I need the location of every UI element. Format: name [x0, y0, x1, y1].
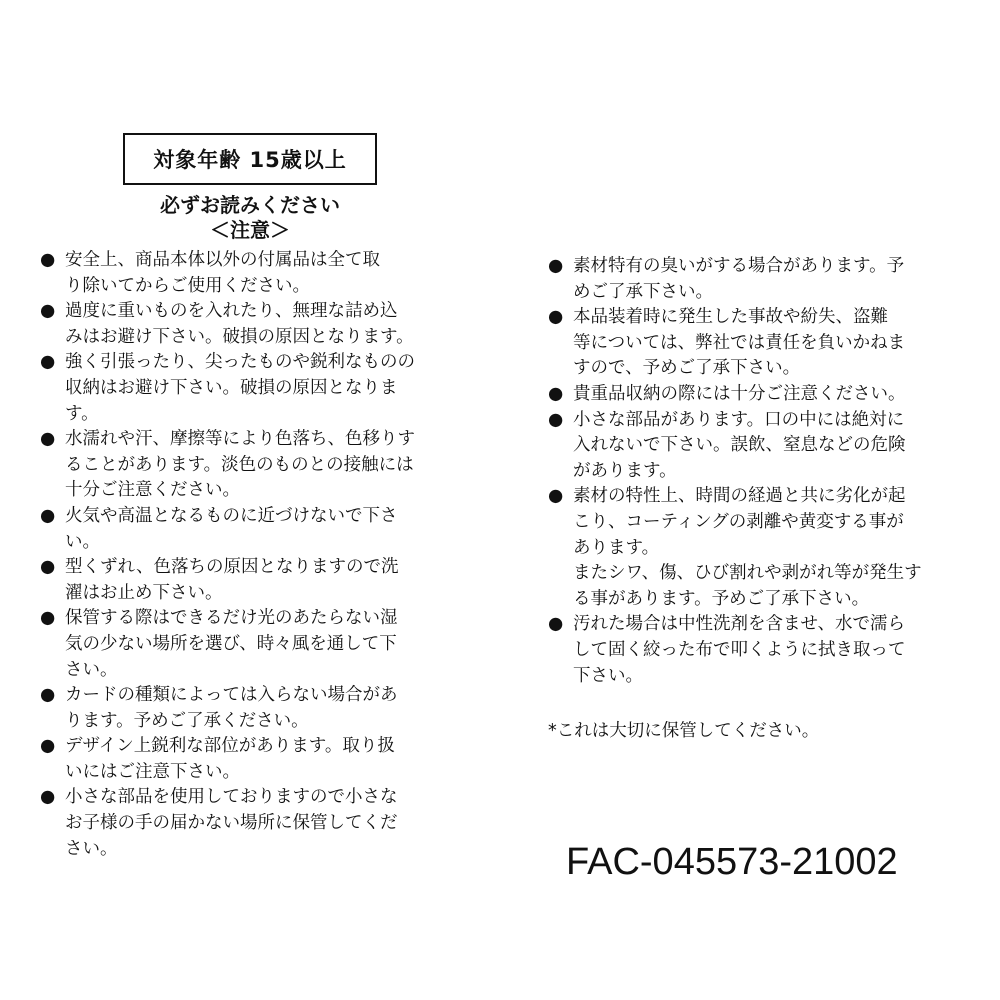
- caution-item: [40, 606, 474, 683]
- caution-item-line: さい。: [65, 838, 118, 859]
- caution-item-line: カードの種類によっては入らない場合があ: [65, 685, 398, 706]
- caution-item-line: 水濡れや汗、摩擦等により色落ち、色移りす: [65, 429, 415, 450]
- bullet-icon: ●: [40, 429, 56, 450]
- caution-item: [40, 785, 474, 862]
- caution-item: [548, 382, 972, 408]
- caution-item-line: 型くずれ、色落ちの原因となりますので洗: [65, 557, 399, 578]
- caution-item: [40, 248, 474, 299]
- caution-item-line: 火気や高温となるものに近づけないで下さ: [65, 505, 398, 526]
- caution-item-line: 十分ご注意ください。: [65, 480, 240, 501]
- bullet-icon: ●: [40, 685, 56, 706]
- footnote: *これは大切に保管してください。: [548, 721, 820, 741]
- caution-item-line: またシワ、傷、ひび割れや剥がれ等が発生す: [573, 563, 922, 584]
- bullet-icon: ●: [40, 505, 56, 526]
- caution-item-line: 素材特有の臭いがする場合があります。予: [573, 256, 905, 276]
- caution-item-line: 安全上、商品本体以外の付属品は全て取: [65, 250, 380, 270]
- caution-item-line: す。: [65, 403, 99, 424]
- bullet-icon: ●: [40, 250, 56, 270]
- bullet-icon: ●: [548, 409, 564, 430]
- caution-item: [548, 612, 972, 689]
- caution-item-line: 濯はお止め下さい。: [65, 582, 223, 603]
- bullet-icon: ●: [40, 557, 56, 578]
- caution-item: [548, 305, 972, 382]
- caution-item-line: る事があります。予めご了承下さい。: [573, 588, 870, 609]
- caution-item-line: い。: [65, 531, 100, 552]
- caution-item: [40, 555, 474, 606]
- bullet-icon: ●: [548, 486, 564, 507]
- caution-item-line: 貴重品収納の際には十分ご注意ください。: [573, 383, 906, 404]
- caution-item: [40, 427, 474, 504]
- caution-item-line: こり、コーティングの剥離や黄変する事が: [573, 511, 904, 532]
- caution-item-line: 小さな部品があります。口の中には絶対に: [573, 409, 905, 430]
- caution-item-line: すので、予めご了承下さい。: [573, 358, 801, 379]
- caution-item: [40, 504, 474, 555]
- caution-item: [40, 683, 474, 734]
- bullet-icon: ●: [40, 301, 56, 322]
- caution-item-line: デザイン上鋭利な部位があります。取り扱: [65, 736, 395, 757]
- caution-item-line: ることがあります。淡色のものとの接触には: [65, 454, 414, 475]
- age-rating-box: [123, 133, 377, 185]
- bullet-icon: ●: [40, 608, 56, 629]
- caution-item-line: があります。: [573, 460, 677, 481]
- caution-item-line: 等については、弊社では責任を負いかねま: [573, 332, 906, 353]
- caution-item-line: 下さい。: [573, 665, 643, 686]
- bullet-icon: ●: [548, 307, 564, 328]
- caution-list-left: [40, 248, 474, 862]
- caution-item: [40, 299, 474, 350]
- caution-item-line: さい。: [65, 659, 118, 680]
- caution-item: [40, 350, 474, 427]
- caution-item-line: みはお避け下さい。破損の原因となります。: [65, 326, 414, 347]
- caution-item: [548, 254, 972, 305]
- caution-item-line: 収納はお避け下さい。破損の原因となりま: [65, 377, 398, 398]
- bullet-icon: ●: [548, 256, 564, 276]
- caution-item: [548, 484, 972, 612]
- caution-item-line: 入れないで下さい。誤飲、窒息などの危険: [573, 435, 906, 456]
- bullet-icon: ●: [548, 383, 564, 404]
- caution-item-line: 強く引張ったり、尖ったものや鋭利なものの: [65, 352, 415, 373]
- caution-item-line: 保管する際はできるだけ光のあたらない湿: [65, 608, 398, 629]
- age-rating-label: 対象年齢 15歳以上: [153, 148, 347, 172]
- caution-item-line: いにはご注意下さい。: [65, 761, 240, 782]
- caution-item-line: 小さな部品を使用しておりますので小さな: [65, 787, 398, 808]
- notice-title: 必ずお読みください: [160, 193, 340, 217]
- caution-item-line: めご了承下さい。: [573, 281, 713, 302]
- bullet-icon: ●: [548, 614, 564, 635]
- product-code: FAC-045573-21002: [566, 841, 898, 883]
- bullet-icon: ●: [40, 787, 56, 808]
- notice-subtitle: ＜注意＞: [210, 218, 290, 242]
- caution-item-line: お子様の手の届かない場所に保管してくだ: [65, 813, 398, 834]
- caution-item-line: ります。予めご了承ください。: [65, 710, 309, 731]
- caution-item-line: 気の少ない場所を選び、時々風を通して下: [65, 633, 397, 654]
- caution-item-line: して固く絞った布で叩くように拭き取って: [573, 639, 906, 660]
- caution-item: [548, 408, 972, 485]
- caution-list-right: [548, 254, 972, 689]
- bullet-icon: ●: [40, 352, 56, 373]
- bullet-icon: ●: [40, 736, 56, 757]
- caution-item-line: 過度に重いものを入れたり、無理な詰め込: [65, 301, 398, 322]
- caution-item-line: 汚れた場合は中性洗剤を含ませ、水で濡ら: [573, 614, 905, 635]
- caution-item-line: 本品装着時に発生した事故や紛失、盗難: [573, 307, 888, 328]
- caution-item-line: あります。: [573, 537, 660, 558]
- caution-item-line: 素材の特性上、時間の経過と共に劣化が起: [573, 486, 906, 507]
- caution-item-line: り除いてからご使用ください。: [65, 275, 310, 296]
- caution-item: [40, 734, 474, 785]
